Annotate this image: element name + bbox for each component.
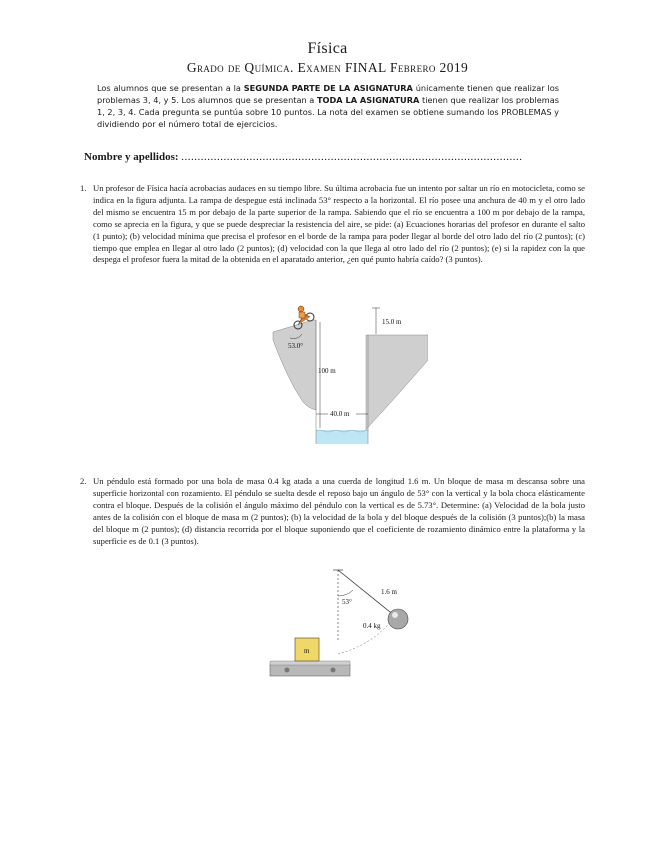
intro-bold-2: TODA LA ASIGNATURA — [316, 95, 420, 105]
intro-bold-1: SEGUNDA PARTE DE LA ASIGNATURA — [243, 83, 413, 93]
pendulum-angle-label: 53° — [342, 598, 352, 606]
exam-instructions — [97, 82, 559, 130]
intro-text-2: únicamente tienen que realizar los problemas 3, 4, y 5. Los alumnos que se presentan a — [97, 83, 559, 105]
name-field[interactable] — [84, 151, 584, 163]
width-40m-label: 40.0 m — [330, 410, 350, 418]
pendulum-block-figure — [265, 566, 425, 681]
page-title: Física — [307, 40, 348, 57]
intro-text-1: Los alumnos que se presentan a la — [97, 83, 244, 93]
problem-1 — [80, 183, 585, 266]
exam-subtitle: Grado de Química. Examen FINAL Febrero 2019 — [186, 60, 469, 75]
name-field-label: Nombre y apellidos: — [84, 151, 179, 163]
pendulum-ball — [388, 609, 408, 629]
drop-15m-label: 15.0 m — [382, 318, 402, 326]
block-mass-label: m — [304, 647, 310, 655]
problem-1-text: Un profesor de Física hacía acrobacias audaces en su tiempo libre. Su última acrobacia fue un intento por saltar un río en motocicleta, como se indica en la figura adjunta. La rampa de despegue está inclinada 53° respecto a la horizontal. El río posee una anchura de 40 m y el otro lado del mismo se encuentra 15 m por debajo de la parte superior de la rampa. Sabiendo que el río se encuentra a 100 m por debajo de la rampa, como se aprecia en la figura, y que se puede despreciar la resistencia del aire, se pide: (a) Ecuaciones horarias del profesor en durante el salto (1 punto); (b) velocidad mínima que precisa el profesor en el borde de la rampa para poder llegar al borde del otro lado del río (2 puntos); (c) tiempo que emplea en llegar al otro lado (2 puntos); (d) velocidad con la que llega al otro lado del río (2 puntos); (e) si la rapidez con la que despega el profesor fuera la mitad de la obtenida en el aparatado anterior, ¿en qué punto habría caído? (3 puntos). — [93, 183, 585, 265]
string-length-label: 1.6 m — [381, 588, 397, 596]
angle-53-label: 53.0° — [288, 342, 304, 350]
problem-2 — [80, 476, 585, 547]
problem-2-number: 2. — [80, 476, 87, 486]
name-field-dots: ......................................................................................................... — [181, 151, 523, 163]
problem-1-number: 1. — [80, 183, 87, 193]
problem-2-text: Un péndulo está formado por una bola de masa 0.4 kg atada a una cuerda de longitud 1.6 m. Un bloque de masa m descansa sobre una superficie horizontal con rozamiento. El péndulo se suelta desde el reposo bajo un ángulo de 53° con la vertical y la bola choca elásticamente contra el bloque. Después de la colisión el ángulo máximo del péndulo con la vertical es de 5.73°. Determine: (a) Velocidad de la bola justo antes de la colisión con el bloque de masa m (2 puntos); (b) la velocidad de la bola y del bloque después de la colisión (3 puntos);(b) la masa del bloque m (2 puntos); (d) distancia recorrida por el bloque suponiendo que el coeficiente de rozamiento dinámico entre la plataforma y la superficie es de 0.1 (3 puntos). — [93, 476, 585, 546]
right-cliff — [366, 335, 428, 430]
ball-mass-label: 0.4 kg — [363, 622, 381, 630]
pendulum-angle-arc — [338, 590, 353, 596]
left-cliff — [273, 320, 316, 410]
intro-text-3: tienen que realizar los problemas 1, 2, 3, 4. Cada pregunta se puntúa sobre 10 puntos. La nota del examen se obtiene sumando los PROBLEMAS y dividiendo por el número total de ejercicios. — [97, 95, 560, 129]
height-100m-label: 100 m — [318, 367, 336, 375]
motorcycle-river-figure — [268, 300, 428, 448]
platform — [270, 664, 350, 676]
